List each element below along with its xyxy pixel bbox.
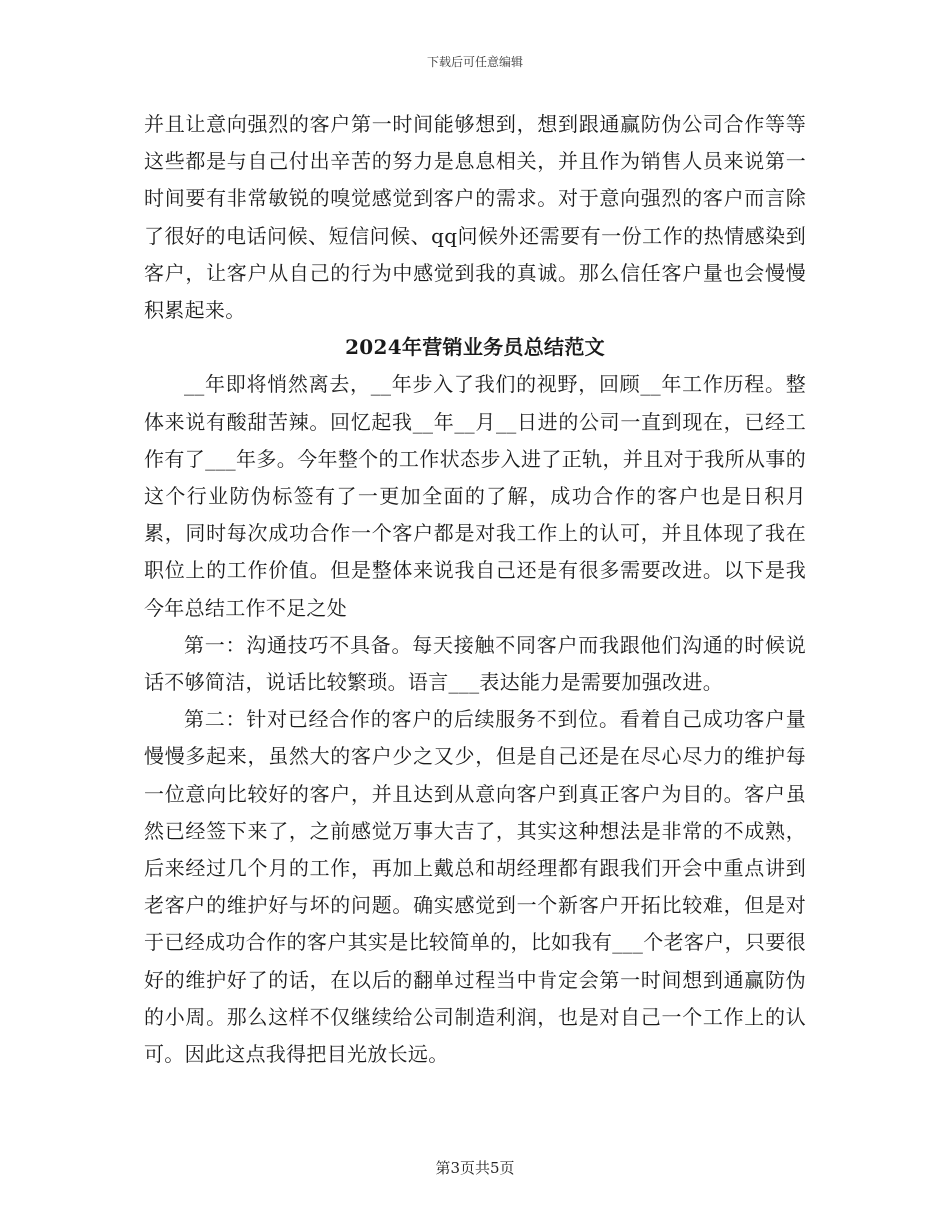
section-title: 2024年营销业务员总结范文 bbox=[345, 335, 605, 360]
page-header-note: 下载后可任意编辑 bbox=[426, 55, 523, 69]
intro-paragraph: 并且让意向强烈的客户第一时间能够想到，想到跟通赢防伪公司合作等等这些都是与自己付出辛苦的努力是息息相关，并且作为销售人员来说第一时间要有非常敏锐的嗅觉感觉到客户的需求。对于意向强烈的客户而言除了很好的电话问候、短信问候、qq问候外还需要有一份工作的热情感染到客户，让客户从自己的行为中感觉到我的真诚。那么信任客户量也会慢慢积累起来。 bbox=[144, 112, 806, 323]
paragraph-point-two: 第二：针对已经合作的客户的后续服务不到位。看着自己成功客户量慢慢多起来，虽然大的客户少之又少，但是自己还是在尽心尽力的维护每一位意向比较好的客户，并且达到从意向客户到真正客户为目的。客户虽然已经签下来了，之前感觉万事大吉了，其实这种想法是非常的不成熟，后来经过几个月的工作，再加上戴总和胡经理都有跟我们开会中重点讲到老客户的维护好与坏的问题。确实感觉到一个新客户开拓比较难，但是对于已经成功合作的客户其实是比较简单的，比如我有___个老客户，只要很好的维护好了的话，在以后的翻单过程当中肯定会第一时间想到通赢防伪的小周。那么这样不仅继续给公司制造利润，也是对自己一个工作上的认可。因此这点我得把目光放长远。 bbox=[144, 707, 806, 1067]
paragraph-point-one: 第一：沟通技巧不具备。每天接触不同客户而我跟他们沟通的时候说话不够简洁，说话比较繁琐。语言___表达能力是需要加强改进。 bbox=[144, 632, 806, 695]
page-number: 第3页共5页 bbox=[435, 1159, 515, 1177]
paragraph-overview: __年即将悄然离去，__年步入了我们的视野，回顾__年工作历程。整体来说有酸甜苦辣。回忆起我__年__月__日进的公司一直到现在，已经工作有了___年多。今年整个的工作状态步入进了正轨，并且对于我所从事的这个行业防伪标签有了一更加全面的了解，成功合作的客户也是日积月累，同时每次成功合作一个客户都是对我工作上的认可，并且体现了我在职位上的工作价值。但是整体来说我自己还是有很多需要改进。以下是我今年总结工作不足之处 bbox=[144, 372, 806, 620]
document-body bbox=[144, 106, 806, 1073]
